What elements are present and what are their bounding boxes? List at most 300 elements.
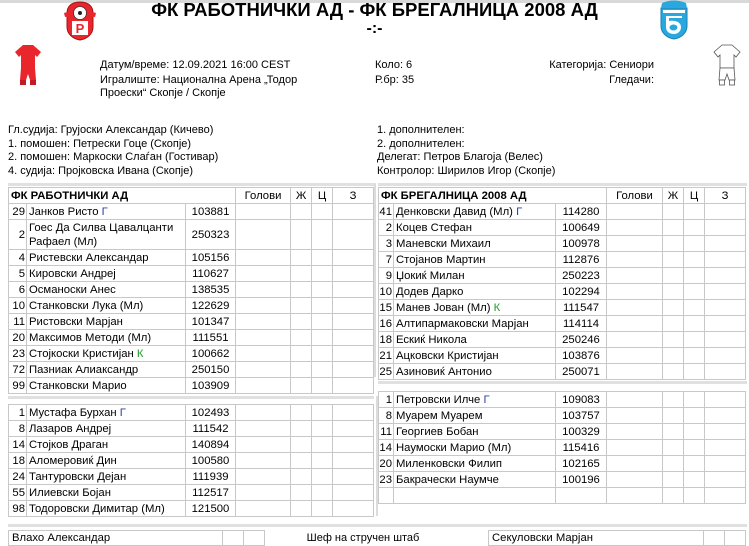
yellow-cell (291, 250, 312, 266)
goals-cell (607, 472, 663, 488)
goals-cell (607, 300, 663, 316)
away-subs-table (378, 391, 746, 504)
match-title: ФК РАБОТНИЧКИ АД - ФК БРЕГАЛНИЦА 2008 АД (151, 0, 598, 20)
table-header-row (9, 188, 374, 204)
table-header-row (379, 188, 746, 204)
z-cell (333, 453, 374, 469)
player-name-cell (27, 220, 186, 250)
vertical-divider (374, 183, 376, 377)
player-name: Манев Јован (Мл) (396, 301, 491, 314)
player-row (379, 284, 746, 300)
player-name-cell (27, 314, 186, 330)
player-number: 98 (9, 501, 27, 517)
home-separator (8, 183, 374, 186)
player-number: 25 (379, 365, 392, 378)
team-name: ФК БРЕГАЛНИЦА 2008 АД (379, 188, 607, 204)
goals-cell (236, 421, 291, 437)
yellow-cell (291, 298, 312, 314)
player-id: 111551 (186, 330, 236, 346)
player-row (9, 220, 374, 250)
red-cell (684, 316, 705, 332)
yellow-cell (291, 437, 312, 453)
staff-label: Шеф на стручен штаб (306, 532, 420, 544)
player-name-cell (394, 332, 556, 348)
player-row (379, 252, 746, 268)
player-name: Коцев Стефан (396, 221, 472, 234)
red-cell (312, 204, 333, 220)
goals-cell (607, 268, 663, 284)
player-row (9, 501, 374, 517)
player-number: 8 (9, 421, 27, 437)
goals-cell (607, 284, 663, 300)
official-referee: Гл.судија: Грујоски Александар (Кичево) (8, 124, 214, 136)
goals-cell (236, 266, 291, 282)
goals-cell (607, 408, 663, 424)
home-coach-cell-1 (223, 531, 244, 546)
player-name: Максимов Методи (Мл) (29, 331, 152, 344)
player-name: Денковски Давид (Мл) (396, 205, 513, 218)
goals-cell (607, 252, 663, 268)
yellow-cell (663, 252, 684, 268)
home-coach-box (8, 530, 265, 546)
player-row (9, 378, 374, 394)
player-number: 18 (379, 333, 392, 346)
goals-cell (236, 282, 291, 298)
z-cell (333, 298, 374, 314)
match-score: -:- (366, 20, 383, 37)
player-id: 100978 (556, 236, 607, 252)
yellow-cell (291, 453, 312, 469)
player-name: Стојкоски Кристијан (29, 347, 134, 360)
player-row (9, 250, 374, 266)
player-name-cell (27, 204, 186, 220)
home-subs-table (8, 404, 374, 517)
yellow-cell (663, 424, 684, 440)
red-cell (312, 378, 333, 394)
player-name: Бакрачески Наумче (396, 473, 499, 486)
z-cell (705, 220, 746, 236)
z-cell (705, 252, 746, 268)
player-row (9, 469, 374, 485)
official-assistant-2: 2. помошен: Маркоски Слаѓан (Гостивар) (8, 151, 219, 164)
yellow-cell (291, 220, 312, 250)
player-id: 100580 (186, 453, 236, 469)
player-row (379, 472, 746, 488)
player-name-cell (27, 330, 186, 346)
z-cell (705, 440, 746, 456)
player-row (9, 346, 374, 362)
z-cell (705, 348, 746, 364)
goals-cell (236, 250, 291, 266)
player-name: Маневски Михаил (396, 237, 491, 250)
red-cell (684, 236, 705, 252)
z-cell (705, 332, 746, 348)
player-number: 7 (379, 252, 394, 268)
player-number: 20 (9, 330, 27, 346)
red-cell (684, 456, 705, 472)
player-name: Илиевски Бојан (29, 486, 111, 499)
red-cell (684, 424, 705, 440)
player-row (379, 204, 746, 220)
official-additional-2: 2. дополнителен: (377, 137, 465, 150)
player-id: 250071 (556, 364, 607, 380)
red-cell (684, 488, 705, 504)
z-cell (705, 284, 746, 300)
player-number: 1 (9, 405, 27, 421)
player-number: 29 (9, 204, 27, 220)
yellow-cell (291, 378, 312, 394)
player-name-cell (27, 453, 186, 469)
yellow-cell (663, 316, 684, 332)
yellow-cell (663, 488, 684, 504)
red-cell (684, 252, 705, 268)
player-id: 103881 (186, 204, 236, 220)
player-name: Тодоровски Димитар (Мл) (29, 502, 165, 515)
z-cell (333, 362, 374, 378)
z-cell (705, 268, 746, 284)
yellow-cell (663, 392, 684, 408)
goalkeeper-badge: Г (101, 205, 108, 218)
yellow-cell (663, 364, 684, 380)
player-number: 72 (9, 362, 27, 378)
yellow-cell (663, 332, 684, 348)
player-number: 23 (379, 473, 392, 486)
player-name-cell (394, 408, 556, 424)
player-id: 109083 (556, 392, 607, 408)
player-id: 103909 (186, 378, 236, 394)
player-number: 11 (380, 425, 392, 438)
player-name-cell (27, 501, 186, 517)
red-cell (312, 330, 333, 346)
team-name: ФК РАБОТНИЧКИ АД (9, 188, 236, 204)
player-name-cell (394, 236, 556, 252)
z-cell (705, 364, 746, 380)
player-row (379, 220, 746, 236)
player-name: Џокиќ Милан (396, 269, 465, 282)
away-starters-table (378, 187, 746, 380)
player-row (379, 316, 746, 332)
z-cell (333, 314, 374, 330)
z-header: З (705, 188, 746, 204)
player-name: Кировски Андреј (29, 267, 116, 280)
player-name-cell (27, 282, 186, 298)
yellow-cell (291, 266, 312, 282)
player-row (379, 408, 746, 424)
player-name-cell (27, 266, 186, 282)
player-row (9, 314, 374, 330)
red-cell (684, 268, 705, 284)
player-id: 121500 (186, 501, 236, 517)
player-name-cell (394, 488, 556, 504)
official-assistant-1: 1. помошен: Петрески Гоце (Скопје) (8, 137, 192, 150)
goals-cell (607, 488, 663, 504)
z-cell (333, 204, 374, 220)
yellow-card-header: Ж (663, 188, 684, 204)
player-number: 20 (379, 457, 392, 470)
z-cell (333, 437, 374, 453)
yellow-cell (663, 284, 684, 300)
red-cell (684, 220, 705, 236)
match-category: Категорија: Сениори (549, 59, 654, 71)
player-name: Аломеровиќ Дин (29, 454, 117, 467)
player-name: Петровски Илче (396, 393, 481, 406)
red-cell (312, 469, 333, 485)
captain-badge: К (493, 301, 501, 314)
player-row (9, 204, 374, 220)
z-cell (705, 392, 746, 408)
player-id: 111939 (186, 469, 236, 485)
player-name-cell (394, 204, 556, 220)
player-id: 114114 (556, 316, 607, 332)
red-cell (684, 204, 705, 220)
player-id: 100196 (556, 472, 607, 488)
goals-cell (607, 440, 663, 456)
red-cell (312, 485, 333, 501)
z-cell (333, 469, 374, 485)
player-number: 15 (379, 301, 392, 314)
home-coach-cell-2 (244, 531, 265, 546)
yellow-cell (663, 472, 684, 488)
goals-cell (236, 362, 291, 378)
yellow-cell (663, 236, 684, 252)
player-row (9, 405, 374, 421)
z-cell (705, 408, 746, 424)
z-cell (333, 378, 374, 394)
player-id: 100329 (556, 424, 607, 440)
player-name: Алтипармаковски Марјан (396, 317, 529, 330)
goals-cell (236, 453, 291, 469)
red-cell (684, 300, 705, 316)
player-name-cell (394, 284, 556, 300)
player-name: Ацковски Кристијан (396, 349, 499, 362)
player-row (379, 300, 746, 316)
goals-cell (236, 378, 291, 394)
yellow-cell (663, 300, 684, 316)
player-number: 1 (379, 392, 394, 408)
player-number: 41 (379, 205, 392, 218)
player-row (379, 488, 746, 504)
yellow-cell (663, 440, 684, 456)
player-id: 112517 (186, 485, 236, 501)
red-cell (684, 364, 705, 380)
red-cell (684, 392, 705, 408)
player-id: 112876 (556, 252, 607, 268)
player-id: 102294 (556, 284, 607, 300)
player-name-cell (27, 346, 186, 362)
z-cell (333, 266, 374, 282)
player-number: 11 (9, 314, 27, 330)
player-name: Муарем Муарем (396, 409, 483, 422)
player-number: 4 (9, 250, 27, 266)
player-name: Османоски Анес (29, 283, 116, 296)
red-cell (312, 405, 333, 421)
player-id: 105156 (186, 250, 236, 266)
official-controller: Контролор: Ширилов Игор (Скопје) (377, 165, 556, 178)
player-name-cell (394, 220, 556, 236)
z-cell (333, 250, 374, 266)
goals-cell (236, 437, 291, 453)
player-name-cell (27, 405, 186, 421)
player-number: 5 (9, 266, 27, 282)
yellow-cell (291, 362, 312, 378)
goals-cell (236, 298, 291, 314)
player-name: Ристевски Александар (29, 251, 149, 264)
yellow-cell (291, 346, 312, 362)
goalkeeper-badge: Г (483, 393, 490, 406)
player-name-cell (394, 268, 556, 284)
player-id: 122629 (186, 298, 236, 314)
goalkeeper-badge: Г (516, 205, 523, 218)
yellow-cell (663, 204, 684, 220)
player-row (9, 266, 374, 282)
player-row (379, 348, 746, 364)
yellow-cell (291, 314, 312, 330)
player-name-cell (27, 250, 186, 266)
yellow-cell (663, 408, 684, 424)
player-name-cell (27, 421, 186, 437)
player-name-cell (27, 298, 186, 314)
red-cell (312, 346, 333, 362)
player-name: Миленковски Филип (396, 457, 503, 470)
player-number: 10 (9, 298, 27, 314)
yellow-cell (663, 220, 684, 236)
player-number: 18 (9, 453, 27, 469)
match-number: Р.бр: 35 (375, 74, 415, 86)
yellow-card-header: Ж (291, 188, 312, 204)
yellow-cell (291, 204, 312, 220)
player-number: 14 (9, 437, 27, 453)
player-row (9, 421, 374, 437)
player-number: 14 (379, 441, 392, 454)
goalkeeper-badge: Г (119, 406, 126, 419)
player-name-cell (27, 362, 186, 378)
player-name-cell (27, 485, 186, 501)
yellow-cell (291, 485, 312, 501)
player-row (9, 437, 374, 453)
player-id: 102165 (556, 456, 607, 472)
goals-cell (236, 220, 291, 250)
away-separator (378, 183, 747, 186)
player-name-cell (27, 469, 186, 485)
player-name-cell (394, 316, 556, 332)
player-name: Ескиќ Никола (396, 333, 467, 346)
goals-cell (607, 456, 663, 472)
z-cell (333, 282, 374, 298)
red-cell (312, 314, 333, 330)
player-id: 250223 (556, 268, 607, 284)
player-number: 2 (9, 220, 27, 250)
player-id (556, 488, 607, 504)
yellow-cell (291, 469, 312, 485)
player-number: 16 (379, 317, 392, 330)
red-cell (312, 250, 333, 266)
player-name-cell (394, 364, 556, 380)
red-cell (312, 362, 333, 378)
player-name-cell (27, 378, 186, 394)
z-cell (333, 501, 374, 517)
z-cell (333, 346, 374, 362)
player-name: Станковски Марио (29, 379, 127, 392)
yellow-cell (291, 282, 312, 298)
player-number: 6 (9, 282, 27, 298)
z-cell (333, 485, 374, 501)
red-cell (684, 348, 705, 364)
player-id: 102493 (186, 405, 236, 421)
bottom-separator (8, 524, 747, 527)
player-id: 103757 (556, 408, 607, 424)
player-id: 111542 (186, 421, 236, 437)
yellow-cell (291, 421, 312, 437)
player-name: Станковски Лука (Мл) (29, 299, 144, 312)
player-name: Додев Дарко (396, 285, 464, 298)
player-row (379, 456, 746, 472)
red-cell (312, 437, 333, 453)
z-cell (705, 472, 746, 488)
svg-text:P: P (75, 21, 85, 36)
yellow-cell (291, 330, 312, 346)
match-round: Коло: 6 (375, 59, 413, 71)
player-id: 101347 (186, 314, 236, 330)
player-row (9, 485, 374, 501)
player-number: 99 (9, 378, 27, 394)
z-header: З (333, 188, 374, 204)
goals-cell (607, 236, 663, 252)
match-datetime: Датум/време: 12.09.2021 16:00 CEST (100, 59, 291, 71)
goals-cell (607, 332, 663, 348)
goals-header: Голови (607, 188, 663, 204)
player-row (379, 424, 746, 440)
z-cell (333, 330, 374, 346)
player-row (379, 268, 746, 284)
official-delegate: Делегат: Петров Благоја (Велес) (377, 151, 543, 164)
player-name-cell (394, 424, 556, 440)
goals-cell (236, 501, 291, 517)
player-row (379, 440, 746, 456)
red-cell (312, 453, 333, 469)
away-coach-cell-1 (704, 531, 725, 546)
red-cell (684, 284, 705, 300)
goals-cell (236, 346, 291, 362)
player-name: Стојанов Мартин (396, 253, 486, 266)
z-cell (705, 456, 746, 472)
z-cell (705, 236, 746, 252)
player-id: 114280 (556, 204, 607, 220)
z-cell (705, 316, 746, 332)
player-row (9, 282, 374, 298)
goals-cell (607, 220, 663, 236)
player-id: 111547 (556, 300, 607, 316)
yellow-cell (663, 456, 684, 472)
player-name: Азиновиќ Антонио (396, 365, 492, 378)
red-cell (312, 501, 333, 517)
player-number: 21 (379, 349, 392, 362)
officials-right (377, 124, 555, 179)
goals-cell (236, 485, 291, 501)
red-cell (312, 298, 333, 314)
player-name: Наумоски Марио (Мл) (396, 441, 512, 454)
player-name: Јанков Ристо (29, 205, 99, 218)
player-number: 24 (9, 469, 27, 485)
goals-cell (607, 348, 663, 364)
red-cell (312, 421, 333, 437)
official-fourth: 4. судија: Пројковска Ивана (Скопје) (8, 165, 194, 178)
captain-badge: К (136, 347, 144, 360)
player-row (9, 453, 374, 469)
red-cell (684, 472, 705, 488)
z-cell (333, 220, 374, 250)
home-starters-table (8, 187, 374, 394)
z-cell (333, 405, 374, 421)
